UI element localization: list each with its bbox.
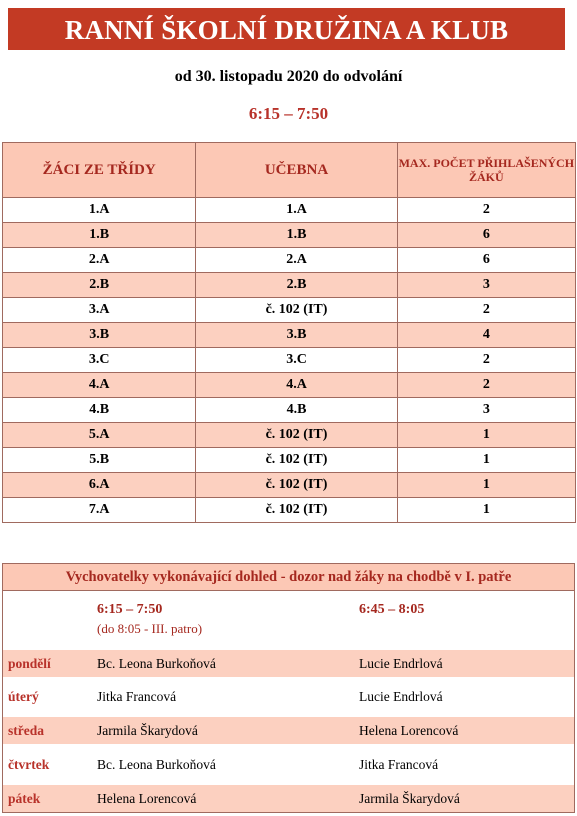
shift2-time: 6:45 – 8:05 xyxy=(359,602,425,617)
cell-class: 3.C xyxy=(3,348,196,373)
day-row-friday xyxy=(3,785,574,812)
shift1-person: Helena Lorencová xyxy=(97,791,197,806)
table-row xyxy=(3,248,576,273)
table-row xyxy=(3,198,576,223)
cell-class: 1.A xyxy=(3,198,196,223)
supervision-box xyxy=(2,563,575,813)
table-row xyxy=(3,423,576,448)
cell-class: 4.A xyxy=(3,373,196,398)
cell-class: 3.A xyxy=(3,298,196,323)
cell-room: 1.B xyxy=(196,223,397,248)
time-range: 6:15 – 7:50 xyxy=(248,104,329,123)
cell-room: č. 102 (IT) xyxy=(196,448,397,473)
cell-class: 7.A xyxy=(3,498,196,523)
cell-max: 2 xyxy=(397,298,575,323)
column-header-class: ŽÁCI ZE TŘÍDY xyxy=(3,143,196,198)
table-row xyxy=(3,473,576,498)
cell-class: 6.A xyxy=(3,473,196,498)
table-row xyxy=(3,498,576,523)
cell-max: 6 xyxy=(397,248,575,273)
shift1-note: (do 8:05 - III. patro) xyxy=(97,621,203,636)
cell-room: 1.A xyxy=(196,198,397,223)
shift1-time: 6:15 – 7:50 xyxy=(97,602,163,617)
table-row xyxy=(3,398,576,423)
cell-max: 3 xyxy=(397,273,575,298)
day-row-tuesday xyxy=(3,683,574,710)
table-row xyxy=(3,348,576,373)
column-header-room: UČEBNA xyxy=(196,143,397,198)
cell-max: 1 xyxy=(397,448,575,473)
day-label: středa xyxy=(8,723,44,738)
cell-max: 3 xyxy=(397,398,575,423)
cell-class: 5.B xyxy=(3,448,196,473)
shift2-person: Jitka Francová xyxy=(359,757,439,772)
cell-room: č. 102 (IT) xyxy=(196,498,397,523)
cell-max: 1 xyxy=(397,473,575,498)
shift1-person: Jitka Francová xyxy=(97,689,177,704)
table-header-row xyxy=(3,143,576,198)
cell-max: 4 xyxy=(397,323,575,348)
cell-class: 3.B xyxy=(3,323,196,348)
cell-class: 2.B xyxy=(3,273,196,298)
cell-room: 3.B xyxy=(196,323,397,348)
day-label: pondělí xyxy=(8,656,51,671)
cell-class: 5.A xyxy=(3,423,196,448)
supervision-title: Vychovatelky vykonávající dohled - dozor nad žáky na chodbě v I. patře xyxy=(3,564,574,591)
cell-class: 2.A xyxy=(3,248,196,273)
day-label: úterý xyxy=(8,689,39,704)
table-row xyxy=(3,373,576,398)
cell-max: 1 xyxy=(397,498,575,523)
day-row-wednesday xyxy=(3,717,574,744)
shift2-person: Lucie Endrlová xyxy=(359,656,443,671)
cell-max: 2 xyxy=(397,373,575,398)
cell-room: 4.B xyxy=(196,398,397,423)
shift1-person: Bc. Leona Burkoňová xyxy=(97,656,216,671)
cell-max: 2 xyxy=(397,198,575,223)
table-row xyxy=(3,448,576,473)
shift2-person: Helena Lorencová xyxy=(359,723,459,738)
cell-max: 2 xyxy=(397,348,575,373)
table-row xyxy=(3,223,576,248)
date-range: od 30. listopadu 2020 do odvolání xyxy=(174,68,403,85)
cell-max: 1 xyxy=(397,423,575,448)
cell-room: č. 102 (IT) xyxy=(196,473,397,498)
day-label: čtvrtek xyxy=(8,757,50,772)
cell-room: 2.A xyxy=(196,248,397,273)
day-row-monday xyxy=(3,650,574,677)
day-row-thursday xyxy=(3,751,574,778)
cell-room: č. 102 (IT) xyxy=(196,298,397,323)
column-header-max: MAX. POČET PŘIHLAŠENÝCH ŽÁKŮ xyxy=(397,143,575,198)
table-row xyxy=(3,273,576,298)
cell-max: 6 xyxy=(397,223,575,248)
cell-room: 3.C xyxy=(196,348,397,373)
day-label: pátek xyxy=(8,791,41,806)
shift2-person: Lucie Endrlová xyxy=(359,689,443,704)
cell-room: 2.B xyxy=(196,273,397,298)
table-row xyxy=(3,323,576,348)
shift1-person: Jarmila Škarydová xyxy=(97,723,198,738)
cell-class: 4.B xyxy=(3,398,196,423)
cell-room: 4.A xyxy=(196,373,397,398)
shift1-person: Bc. Leona Burkoňová xyxy=(97,757,216,772)
table-row xyxy=(3,298,576,323)
cell-room: č. 102 (IT) xyxy=(196,423,397,448)
page-title: RANNÍ ŠKOLNÍ DRUŽINA A KLUB xyxy=(8,8,565,50)
class-table xyxy=(2,142,576,523)
cell-class: 1.B xyxy=(3,223,196,248)
shift2-person: Jarmila Škarydová xyxy=(359,791,460,806)
